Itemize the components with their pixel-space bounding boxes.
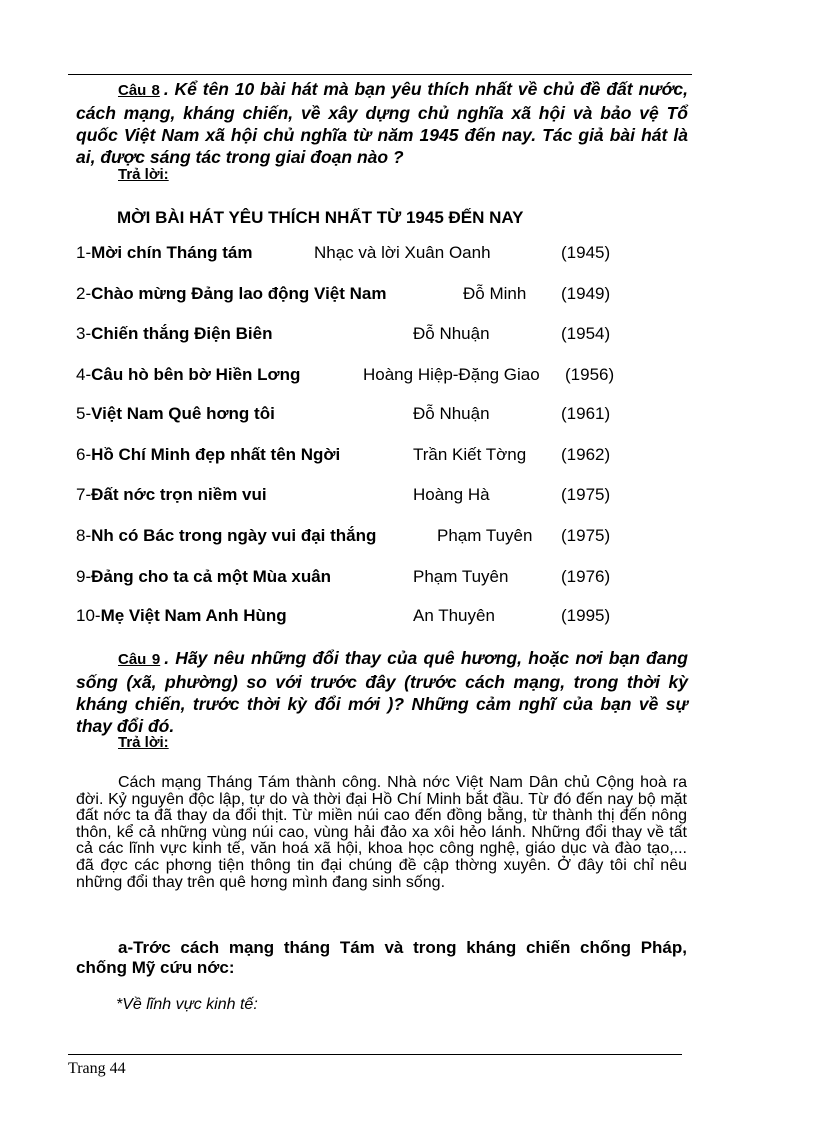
song-title: Hồ Chí Minh đẹp nhất tên Ngời [91, 445, 341, 464]
song-row: 5-Việt Nam Quê hơng tôi Đỗ Nhuận (1961) [76, 404, 611, 423]
song-author: Nhạc và lời Xuân Oanh [314, 243, 491, 262]
page-number: Trang 44 [68, 1060, 126, 1077]
song-row: 3-Chiến thắng Điện Biên Đỗ Nhuận (1954) [76, 324, 611, 343]
song-row: 6-Hồ Chí Minh đẹp nhất tên Ngời Trần Kiết Tờng (1962) [76, 445, 611, 464]
song-row: 9-Đảng cho ta cả một Mùa xuân Phạm Tuyên (1976) [76, 567, 611, 586]
song-row: 7-Đất nớc trọn niềm vui Hoàng Hà (1975) [76, 485, 611, 504]
song-row: 1-Mời chín Tháng tám Nhạc và lời Xuân Oanh (1945) [76, 243, 611, 262]
question-9-text: . Hãy nêu những đổi thay của quê hương, hoặc nơi bạn đang sống (xã, phường) so với trước đây (trước cách mạng, trong thời kỳ kháng chiến, trước thời kỳ đổi mới )? Những cảm nghĩ của bạn về sự thay đổi đó. [76, 648, 688, 736]
song-year: (1961) [561, 404, 611, 423]
song-title: Chiến thắng Điện Biên [91, 324, 273, 343]
economy-field-label: *Về lĩnh vực kinh tế: [116, 996, 258, 1013]
song-title: Việt Nam Quê hơng tôi [91, 404, 275, 423]
answer-9-label: Trả lời: [118, 734, 169, 751]
song-list-title: MỜI BÀI HÁT YÊU THÍCH NHẤT TỪ 1945 ĐẾN NAY [117, 208, 524, 227]
song-title: Đất nớc trọn niềm vui [91, 485, 267, 504]
song-year: (1962) [561, 445, 611, 464]
song-author: Đỗ Nhuận [413, 324, 490, 343]
section-heading-a: a-Trớc cách mạng tháng Tám và trong kháng chiến chống Pháp, chống Mỹ cứu nớc: [76, 938, 687, 977]
song-author: Hoàng Hà [413, 485, 490, 504]
song-author: Trần Kiết Tờng [413, 445, 527, 464]
song-author: Đỗ Nhuận [413, 404, 490, 423]
song-title: Câu hò bên bờ Hiền Lơng [91, 365, 301, 384]
song-year: (1975) [561, 526, 611, 545]
header-rule [68, 74, 692, 75]
answer-9-paragraph: Cách mạng Tháng Tám thành công. Nhà nớc Việt Nam Dân chủ Cộng hoà ra đời. Kỷ nguyên độc lập, tự do và thời đại Hồ Chí Minh bắt đầu. Từ đó đến nay bộ mặt đất nớc ta đã thay da đổi thịt. Từ miền núi cao đến đồng bằng, từ thành thị đến nông thôn, kể cả những vùng núi cao, vùng hải đảo xa xôi hẻo lánh. Những đổi thay về tất cả các lĩnh vực kinh tế, văn hoá xã hội, khoa học công nghệ, giáo dục và đào tạo,... đã đợc các phơng tiện thông tin đại chúng đề cập thờng xuyên. Ở đây tôi chỉ nêu những đổi thay trên quê hơng mình đang sinh sống. [76, 774, 687, 891]
song-author: Phạm Tuyên [413, 567, 509, 586]
song-year: (1956) [565, 365, 615, 384]
song-year: (1949) [561, 284, 611, 303]
question-9-label: Câu 9 [118, 651, 161, 668]
question-9 [76, 647, 688, 737]
song-author: Đỗ Minh [463, 284, 527, 303]
song-title: Chào mừng Đảng lao động Việt Nam [91, 284, 387, 303]
song-row: 8-Nh có Bác trong ngày vui đại thắng Phạm Tuyên (1975) [76, 526, 611, 545]
song-title: Mời chín Tháng tám [91, 243, 253, 262]
song-title: Nh có Bác trong ngày vui đại thắng [91, 526, 377, 545]
question-8 [76, 78, 688, 168]
song-author: An Thuyên [413, 606, 495, 625]
song-row: 10-Mẹ Việt Nam Anh Hùng An Thuyên (1995) [76, 606, 611, 625]
song-year: (1945) [561, 243, 611, 262]
question-8-text: . Kể tên 10 bài hát mà bạn yêu thích nhất về chủ đề đất nước, cách mạng, kháng chiến, về xây dựng chủ nghĩa xã hội và bảo vệ Tổ quốc Việt Nam xã hội chủ nghĩa từ năm 1945 đến nay. Tác giả bài hát là ai, được sáng tác trong giai đoạn nào ? [76, 79, 688, 167]
song-title: Mẹ Việt Nam Anh Hùng [100, 606, 287, 625]
song-title: Đảng cho ta cả một Mùa xuân [91, 567, 332, 586]
song-row: 4-Câu hò bên bờ Hiền Lơng Hoàng Hiệp-Đặng Giao (1956) [76, 365, 615, 384]
song-row: 2-Chào mừng Đảng lao động Việt Nam Đỗ Minh (1949) [76, 284, 611, 303]
song-year: (1975) [561, 485, 611, 504]
footer-rule [68, 1054, 682, 1055]
song-year: (1995) [561, 606, 611, 625]
answer-8-label: Trả lời: [118, 166, 169, 183]
song-year: (1976) [561, 567, 611, 586]
song-author: Hoàng Hiệp-Đặng Giao [363, 365, 540, 384]
song-author: Phạm Tuyên [437, 526, 533, 545]
question-8-label: Câu 8 [118, 82, 160, 99]
song-year: (1954) [561, 324, 611, 343]
